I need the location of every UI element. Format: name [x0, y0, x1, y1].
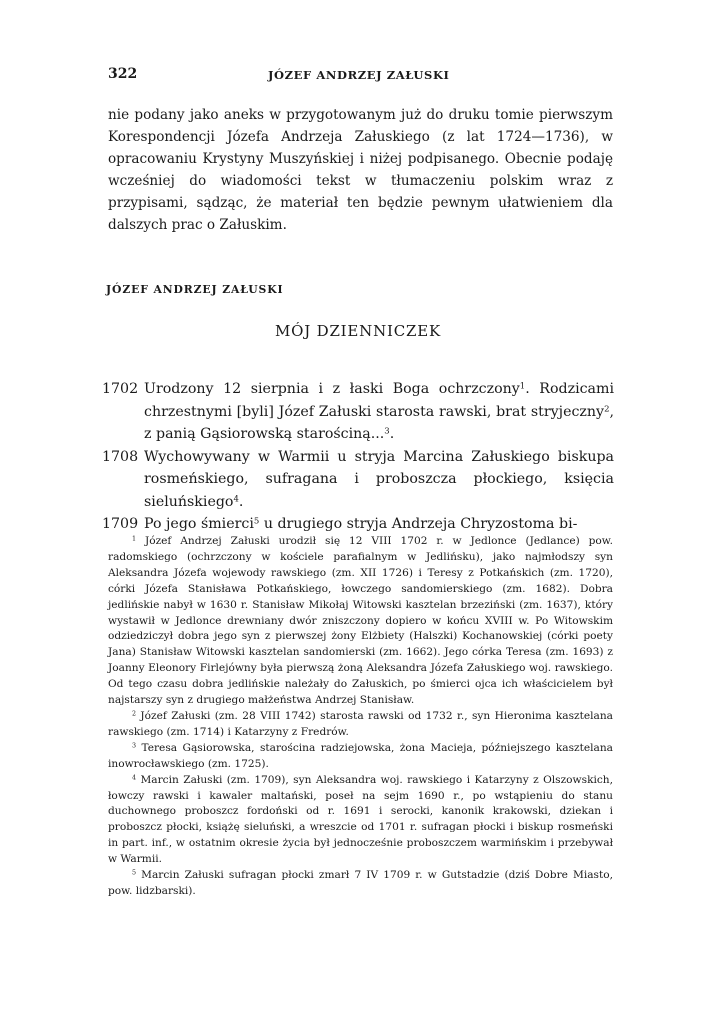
entry-text	[144, 378, 614, 446]
footnote-ref: 2	[604, 403, 610, 414]
diary-entry	[102, 378, 614, 446]
footnote	[108, 741, 613, 773]
footnote	[108, 709, 613, 741]
entry-text-part: .	[389, 426, 395, 442]
footnote-number: 3	[132, 742, 137, 750]
footnote-text: Józef Andrzej Załuski urodził się 12 VIII 1702 r. w Jedlonce (Jedlance) pow. radomskiego (ochrzczony w kościele parafialnym w Jedlińsku), jako najmłodszy syn Aleksandra Józefa wojewody rawskiego (zm. XII 1726) i Teresy z Potkańskich (zm. 1720), córki Józefa Stanisława Potkańskiego, łowczego sandomierskiego (zm. 1682). Dobra jedlińskie nabył w 1630 r. Stanisław Mikołaj Witowski kasztelan brzeziński (zm. 1637), który wystawił w Jedlonce drewniany dwór zniszczony dopiero w końcu XVIII w. Po Witowskim odziedziczył dobra jego syn z pierwszej żony Elżbiety (Halszki) Kochanowskiej (córki poety Jana) Stanisław Witowski kasztelan sandomierski (zm. 1662). Jego córka Teresa (zm. 1693) z Joanny Eleonory Firlejówny była pierwszą żoną Aleksandra Józefa Załuskiego woj. rawskiego. Od tego czasu dobra jedlińskie należały do Załuskich, po śmierci ojca ich właścicielem był najstarszy syn z drugiego małżeństwa Andrzej Stanisław.	[108, 535, 613, 707]
footnote-number: 5	[132, 869, 137, 877]
footnote-text: Marcin Załuski sufragan płocki zmarł 7 IV 1709 r. w Gutstadzie (dziś Dobre Miasto, pow. lidzbarski).	[108, 869, 613, 897]
intro-paragraph: nie podany jako aneks w przygotowanym już do druku tomie pierwszym Korespondencji Józefa Andrzeja Załuskiego (z lat 1724—1736), w opracowaniu Krystyny Muszyńskiej i niżej podpisanego. Obecnie podaję wcześniej do wiadomości tekst w tłumaczeniu polskim wraz z przypisami, sądząc, że materiał ten będzie pewnym ułatwieniem dla dalszych prac o Załuskim.	[108, 107, 613, 233]
footnote-number: 4	[132, 774, 137, 782]
diary-title: MÓJ DZIENNICZEK	[275, 322, 441, 340]
entry-year: 1708	[102, 448, 139, 465]
footnote-ref: 3	[384, 426, 390, 437]
diary-entry	[102, 513, 614, 536]
entry-text-part: . Rodzicami chrzestnymi [byli] Józef Załuski starosta rawski, brat stryjeczny	[144, 381, 614, 420]
entry-year: 1709	[102, 516, 139, 532]
footnote-ref: 1	[519, 381, 526, 392]
footnote	[108, 868, 613, 900]
entry-year: 1702	[102, 381, 139, 397]
entry-text-part: u drugiego stryja Andrzeja Chryzostoma bi-	[259, 516, 578, 532]
diary-entry	[102, 446, 614, 514]
footnote-ref: 4	[233, 493, 239, 504]
author-name: JÓZEF ANDRZEJ ZAŁUSKI	[106, 283, 284, 296]
footnotes	[108, 534, 613, 900]
entry-text-part: Urodzony 12 sierpnia i z łaski Boga ochrzczony	[144, 381, 520, 397]
footnote-text: Marcin Załuski (zm. 1709), syn Aleksandra woj. rawskiego i Katarzyny z Olszowskich, łowczy rawski i kawaler maltański, poseł na sejm 1690 r., po wstąpieniu do stanu duchownego proboszcz fordoński od r. 1691 i serocki, kanonik krakowski, dziekan i proboszcz płocki, książę sieluński, a wreszcie od 1701 r. sufragan płocki i biskup rosmeński in part. inf., w ostatnim okresie życia był jednocześnie proboszczem warmińskim i przebywał w Warmii.	[108, 773, 613, 866]
entry-text	[144, 446, 614, 514]
entry-text-part: .	[238, 493, 244, 510]
footnote	[108, 773, 613, 868]
entry-text-part: Wychowywany w Warmii u stryja Marcina Załuskiego biskupa rosmeńskiego, sufragana i proboszcza płockiego, księcia sieluńskiego	[144, 448, 614, 510]
page-number: 322	[108, 66, 138, 82]
footnote-ref: 5	[253, 516, 260, 527]
footnote-text: Józef Załuski (zm. 28 VIII 1742) starosta rawski od 1732 r., syn Hieronima kasztelana rawskiego (zm. 1714) i Katarzyny z Fredrów.	[108, 709, 613, 738]
footnote-number: 1	[132, 535, 137, 543]
entry-text-part: Po jego śmierci	[144, 516, 254, 532]
diary-entries	[102, 378, 614, 536]
footnote-text: Teresa Gąsiorowska, starościna radziejowska, żona Macieja, późniejszego kasztelana inowrocławskiego (zm. 1725).	[108, 741, 613, 770]
entry-text	[144, 513, 614, 536]
footnote	[108, 534, 613, 709]
footnote-number: 2	[132, 710, 137, 718]
running-head	[108, 66, 613, 88]
entry-text-part: , z panią Gąsiorowską starościną...	[144, 403, 614, 442]
running-title: JÓZEF ANDRZEJ ZAŁUSKI	[268, 68, 450, 82]
